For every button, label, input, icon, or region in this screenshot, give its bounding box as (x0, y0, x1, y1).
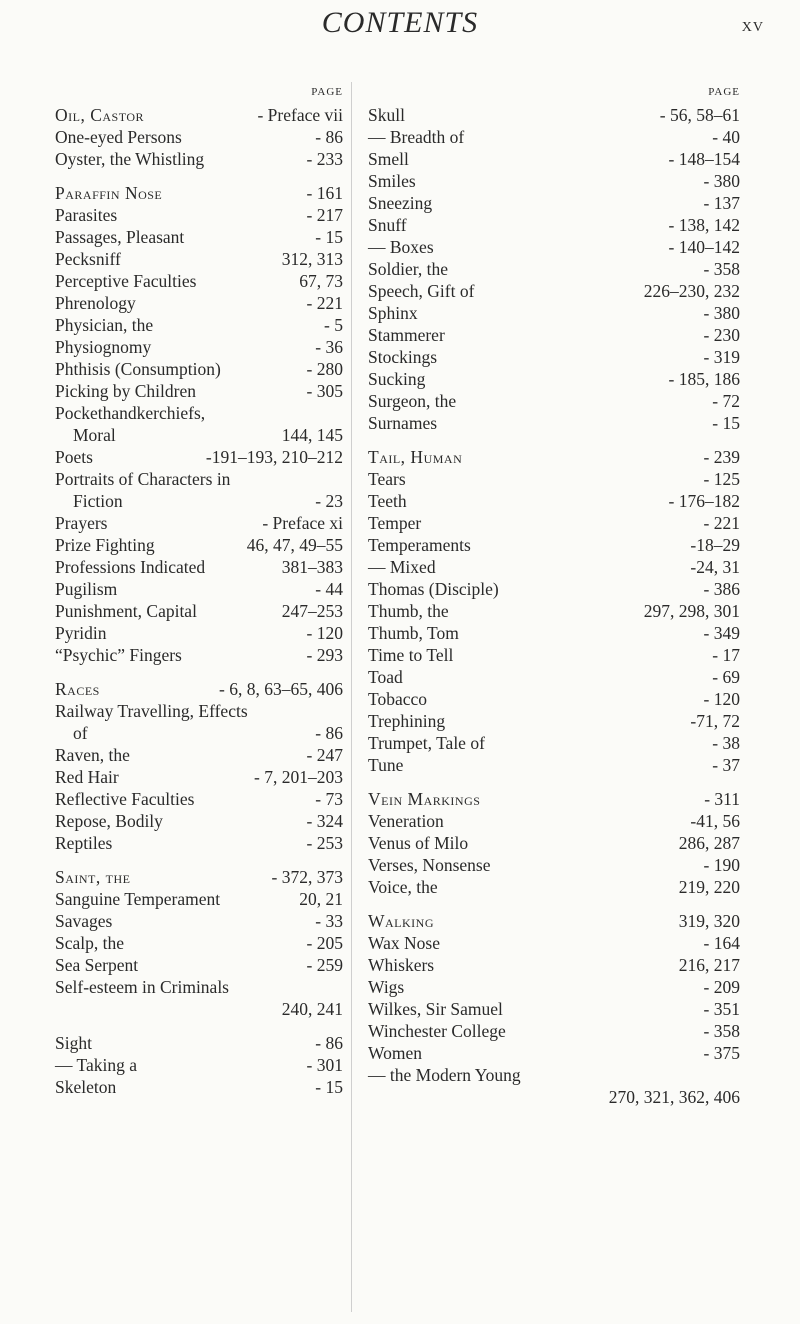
index-entry (55, 578, 343, 600)
entry-pages: - 319 (703, 347, 740, 367)
section-gap (55, 170, 343, 182)
entry-term: Tears (368, 469, 406, 489)
index-entry (368, 954, 740, 976)
entry-pages: - 185, 186 (668, 369, 740, 389)
page-column-label: PAGE (708, 86, 740, 98)
index-entry (368, 1064, 740, 1086)
entry-term: Wilkes, Sir Samuel (368, 999, 503, 1019)
index-entry (55, 622, 343, 644)
entry-term: Tail, Human (368, 447, 463, 467)
entry-term: Stammerer (368, 325, 445, 345)
entry-pages: 247–253 (281, 601, 343, 621)
entry-term: Raven, the (55, 745, 130, 765)
entry-term: — Breadth of (368, 127, 465, 147)
entry-pages: - 73 (315, 789, 343, 809)
entry-pages: - 293 (306, 645, 343, 665)
index-entry (55, 314, 343, 336)
index-entry (55, 866, 343, 888)
index-entry (55, 910, 343, 932)
entry-pages: - 148–154 (668, 149, 740, 169)
entry-pages: 216, 217 (678, 955, 740, 975)
index-entry (55, 700, 343, 722)
entry-term: Thumb, Tom (368, 623, 459, 643)
entry-term: Wigs (368, 977, 405, 997)
index-entries (55, 104, 343, 1098)
index-entry (55, 248, 343, 270)
index-entry (55, 148, 343, 170)
entry-term: Soldier, the (368, 259, 448, 279)
index-entry (368, 192, 740, 214)
index-entry (368, 932, 740, 954)
index-entry (55, 888, 343, 910)
index-entry (55, 490, 343, 512)
entry-pages: - 23 (315, 491, 343, 511)
entry-pages: 319, 320 (678, 911, 740, 931)
entry-term: Pyridin (55, 623, 107, 643)
index-entry (368, 666, 740, 688)
section-gap (368, 434, 740, 446)
section-gap (368, 776, 740, 788)
entry-pages: - 259 (306, 955, 343, 975)
index-entry (55, 810, 343, 832)
entry-term: Phrenology (55, 293, 136, 313)
index-entry (55, 1054, 343, 1076)
index-entry (368, 998, 740, 1020)
entry-pages: - 305 (306, 381, 343, 401)
entry-term: Pockethandkerchiefs, (55, 403, 206, 423)
entry-term: Tune (368, 755, 404, 775)
index-entry (55, 600, 343, 622)
index-entry (368, 876, 740, 898)
entry-term: Thumb, the (368, 601, 449, 621)
entry-term: Surgeon, the (368, 391, 457, 411)
entry-pages: - 375 (703, 1043, 740, 1063)
entry-pages: - 164 (703, 933, 740, 953)
entry-pages: - 233 (306, 149, 343, 169)
entry-term: Teeth (368, 491, 407, 511)
entry-term: Thomas (Disciple) (368, 579, 499, 599)
index-entry (368, 622, 740, 644)
entry-term: One-eyed Persons (55, 127, 182, 147)
page-title: CONTENTS (321, 6, 479, 39)
index-entry (368, 534, 740, 556)
entry-term: Smell (368, 149, 409, 169)
entry-pages: 20, 21 (299, 889, 343, 909)
index-entry (55, 932, 343, 954)
index-entry (368, 446, 740, 468)
entry-pages: -24, 31 (690, 557, 740, 577)
entry-pages: 46, 47, 49–55 (246, 535, 343, 555)
entry-term: Repose, Bodily (55, 811, 163, 831)
entry-term: Snuff (368, 215, 407, 235)
index-entry (368, 302, 740, 324)
entry-pages: - 209 (703, 977, 740, 997)
section-gap (55, 854, 343, 866)
index-entry (368, 732, 740, 754)
index-entry (55, 424, 343, 446)
index-entry (368, 236, 740, 258)
entry-term: Oyster, the Whistling (55, 149, 205, 169)
index-entry (368, 412, 740, 434)
index-entry (368, 126, 740, 148)
entry-term: Walking (368, 911, 435, 931)
entry-pages: - 86 (315, 127, 343, 147)
entry-term: Pugilism (55, 579, 118, 599)
entry-pages: - 86 (315, 1033, 343, 1053)
index-entry (368, 578, 740, 600)
entry-term: Reptiles (55, 833, 113, 853)
entry-pages: - 230 (703, 325, 740, 345)
entry-pages: - 15 (712, 413, 740, 433)
entry-term: Physician, the (55, 315, 154, 335)
entry-pages: - 15 (315, 1077, 343, 1097)
index-entry (368, 346, 740, 368)
index-entry (368, 214, 740, 236)
entry-term: Temper (368, 513, 422, 533)
index-entry (55, 644, 343, 666)
index-entry (368, 754, 740, 776)
index-entry (55, 832, 343, 854)
entry-term: Picking by Children (55, 381, 196, 401)
entry-pages: - 358 (703, 259, 740, 279)
entry-pages: - 140–142 (668, 237, 740, 257)
entry-term: Skeleton (55, 1077, 117, 1097)
entry-pages: - 247 (306, 745, 343, 765)
index-entry (55, 954, 343, 976)
entry-pages: - 324 (306, 811, 343, 831)
index-entry (368, 832, 740, 854)
entry-term: Sphinx (368, 303, 418, 323)
index-entry (368, 810, 740, 832)
entry-pages: - 40 (712, 127, 740, 147)
index-entry (55, 1076, 343, 1098)
entry-term: Saint, the (55, 867, 131, 887)
index-entry (368, 710, 740, 732)
index-entry (368, 644, 740, 666)
index-entry (55, 998, 343, 1020)
entry-pages: - 38 (712, 733, 740, 753)
entry-pages: - 239 (703, 447, 740, 467)
entry-pages: 67, 73 (299, 271, 343, 291)
index-entry (368, 854, 740, 876)
index-entry (55, 788, 343, 810)
entry-pages: - 372, 373 (271, 867, 343, 887)
index-entry (368, 280, 740, 302)
entry-pages: - 15 (315, 227, 343, 247)
entry-term: Sneezing (368, 193, 433, 213)
entry-term: Self-esteem in Criminals (55, 977, 229, 997)
index-entry (368, 910, 740, 932)
entry-pages: - 36 (315, 337, 343, 357)
entry-pages: - 72 (712, 391, 740, 411)
page-column-label: PAGE (311, 86, 343, 98)
entry-pages: - 311 (704, 789, 740, 809)
entry-pages: - 380 (703, 171, 740, 191)
index-entry (55, 336, 343, 358)
entry-term: Savages (55, 911, 113, 931)
entry-term: Speech, Gift of (368, 281, 475, 301)
entry-pages: - 120 (703, 689, 740, 709)
entry-pages: -71, 72 (690, 711, 740, 731)
entry-pages: -191–193, 210–212 (205, 447, 343, 467)
index-entry (55, 204, 343, 226)
index-entry (368, 490, 740, 512)
page-number: XV (741, 20, 764, 35)
entry-term: Veneration (368, 811, 444, 831)
index-entry (368, 556, 740, 578)
entry-term: Wax Nose (368, 933, 440, 953)
entry-pages: 297, 298, 301 (643, 601, 740, 621)
entry-pages: - 17 (712, 645, 740, 665)
index-column-right (368, 86, 740, 1108)
entry-pages: 226–230, 232 (643, 281, 740, 301)
index-entry (368, 390, 740, 412)
entry-term: Punishment, Capital (55, 601, 197, 621)
entry-pages: - 380 (703, 303, 740, 323)
entry-term: Professions Indicated (55, 557, 206, 577)
entry-term: “Psychic” Fingers (55, 645, 182, 665)
index-entry (55, 512, 343, 534)
entry-term: Voice, the (368, 877, 438, 897)
entry-pages: - 37 (712, 755, 740, 775)
index-entry (368, 788, 740, 810)
entry-pages: - 161 (306, 183, 343, 203)
entry-term: Whiskers (368, 955, 435, 975)
entry-pages: - 221 (306, 293, 343, 313)
entry-pages: - 386 (703, 579, 740, 599)
entry-term: Smiles (368, 171, 416, 191)
entry-pages: - 137 (703, 193, 740, 213)
entry-pages: - 125 (703, 469, 740, 489)
page-header (0, 6, 800, 46)
index-entry (368, 688, 740, 710)
index-entry (55, 678, 343, 700)
column-divider (351, 82, 352, 1312)
section-gap (55, 1020, 343, 1032)
entry-term: — the Modern Young (368, 1065, 521, 1085)
index-entry (55, 1032, 343, 1054)
entry-term: Trumpet, Tale of (368, 733, 485, 753)
entry-pages: -18–29 (690, 535, 740, 555)
entry-term: Time to Tell (368, 645, 454, 665)
entry-pages: - Preface vii (257, 105, 343, 125)
entry-pages: 144, 145 (281, 425, 343, 445)
entry-pages: - 86 (315, 723, 343, 743)
entry-term: Temperaments (368, 535, 471, 555)
index-entry (55, 182, 343, 204)
index-entry (55, 402, 343, 424)
entry-term: Parasites (55, 205, 118, 225)
index-entry (368, 976, 740, 998)
entry-pages: - 358 (703, 1021, 740, 1041)
entry-pages: - 301 (306, 1055, 343, 1075)
entry-term: Sight (55, 1033, 92, 1053)
entry-pages: - 69 (712, 667, 740, 687)
entry-pages: - 221 (703, 513, 740, 533)
entry-term: Physiognomy (55, 337, 152, 357)
index-entry (55, 722, 343, 744)
entry-term: Moral (73, 425, 116, 445)
entry-pages: - 138, 142 (668, 215, 740, 235)
entry-term: Poets (55, 447, 93, 467)
entry-term: Surnames (368, 413, 438, 433)
entry-term: Toad (368, 667, 403, 687)
entry-term: Portraits of Characters in (55, 469, 231, 489)
index-entry (368, 148, 740, 170)
entry-pages: 270, 321, 362, 406 (608, 1087, 740, 1107)
index-entry (368, 368, 740, 390)
entry-term: Stockings (368, 347, 438, 367)
index-entry (55, 358, 343, 380)
entry-pages: - 33 (315, 911, 343, 931)
entry-pages: - 176–182 (668, 491, 740, 511)
index-entry (55, 744, 343, 766)
entry-term: Prayers (55, 513, 108, 533)
entry-term: of (73, 723, 88, 743)
index-column-left (55, 86, 343, 1098)
entry-term: Perceptive Faculties (55, 271, 197, 291)
entry-pages: - 56, 58–61 (659, 105, 740, 125)
entry-pages: 286, 287 (678, 833, 740, 853)
index-entry (368, 324, 740, 346)
entry-term: — Mixed (368, 557, 436, 577)
index-entry (368, 1042, 740, 1064)
entry-term: Reflective Faculties (55, 789, 195, 809)
entry-term: Skull (368, 105, 405, 125)
index-entry (55, 226, 343, 248)
entry-pages: - Preface xi (262, 513, 343, 533)
entry-pages: - 44 (315, 579, 343, 599)
entry-pages: - 349 (703, 623, 740, 643)
entry-pages: - 5 (324, 315, 343, 335)
entry-term: Venus of Milo (368, 833, 469, 853)
index-entry (55, 126, 343, 148)
index-entry (55, 292, 343, 314)
entry-term: Tobacco (368, 689, 428, 709)
entry-term: Winchester College (368, 1021, 506, 1041)
entry-pages: 219, 220 (678, 877, 740, 897)
entry-pages: - 7, 201–203 (254, 767, 343, 787)
entry-term: Fiction (73, 491, 123, 511)
entry-term: Scalp, the (55, 933, 125, 953)
index-entry (55, 556, 343, 578)
index-entry (368, 468, 740, 490)
entry-pages: - 120 (306, 623, 343, 643)
index-entry (368, 104, 740, 126)
entry-term: Phthisis (Consumption) (55, 359, 221, 379)
index-entry (55, 104, 343, 126)
index-entry (55, 468, 343, 490)
index-entry (368, 1086, 740, 1108)
index-entry (55, 766, 343, 788)
entry-pages: 381–383 (281, 557, 343, 577)
entry-term: — Taking a (55, 1055, 138, 1075)
section-gap (55, 666, 343, 678)
index-entry (368, 170, 740, 192)
index-entry (55, 446, 343, 468)
index-entry (368, 258, 740, 280)
entry-term: Women (368, 1043, 422, 1063)
index-entry (55, 380, 343, 402)
section-gap (368, 898, 740, 910)
entry-term: — Boxes (368, 237, 434, 257)
entry-term: Sanguine Temperament (55, 889, 221, 909)
index-entry (55, 976, 343, 998)
entry-term: Passages, Pleasant (55, 227, 185, 247)
index-entries (368, 104, 740, 1108)
entry-term: Sea Serpent (55, 955, 139, 975)
entry-term: Prize Fighting (55, 535, 155, 555)
index-entry (368, 1020, 740, 1042)
entry-term: Sucking (368, 369, 426, 389)
entry-term: Verses, Nonsense (368, 855, 491, 875)
entry-pages: - 190 (703, 855, 740, 875)
entry-pages: -41, 56 (690, 811, 740, 831)
entry-pages: 312, 313 (281, 249, 343, 269)
entry-term: Races (55, 679, 100, 699)
entry-pages: - 351 (703, 999, 740, 1019)
entry-pages: - 280 (306, 359, 343, 379)
entry-pages: - 205 (306, 933, 343, 953)
index-entry (368, 600, 740, 622)
entry-pages: - 253 (306, 833, 343, 853)
entry-term: Trephining (368, 711, 446, 731)
index-entry (55, 534, 343, 556)
entry-pages: - 6, 8, 63–65, 406 (219, 679, 343, 699)
entry-term: Red Hair (55, 767, 119, 787)
entry-pages: 240, 241 (281, 999, 343, 1019)
entry-term: Paraffin Nose (55, 183, 163, 203)
entry-term: Pecksniff (55, 249, 121, 269)
entry-pages: - 217 (306, 205, 343, 225)
index-entry (55, 270, 343, 292)
entry-term: Vein Markings (368, 789, 481, 809)
index-entry (368, 512, 740, 534)
entry-term: Oil, Castor (55, 105, 145, 125)
entry-term: Railway Travelling, Effects (55, 701, 248, 721)
